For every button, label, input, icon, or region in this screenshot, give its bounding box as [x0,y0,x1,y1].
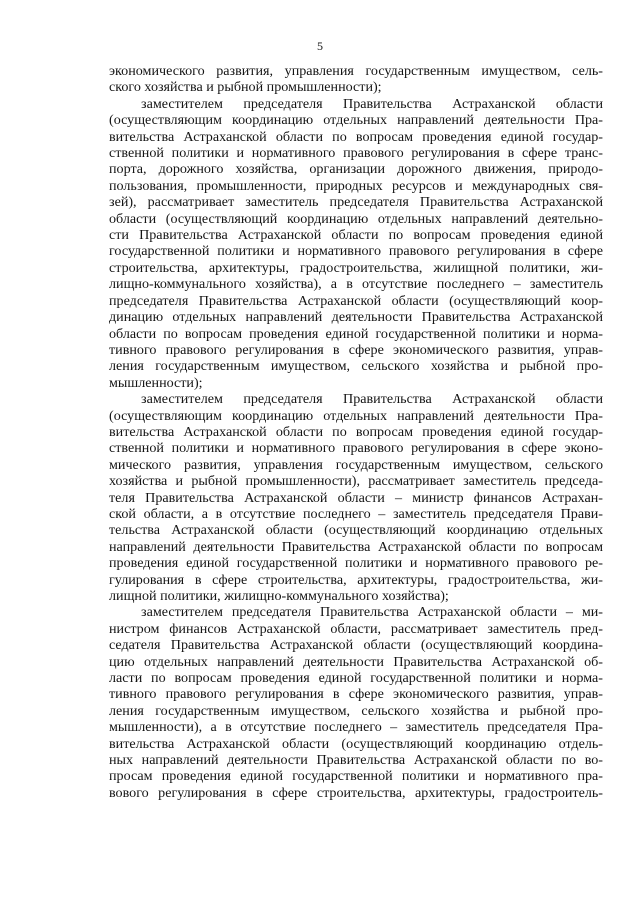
text-line: ных направлений деятельности Правительства Астраханской области по во- [109,752,603,769]
text-line: вительства Астраханской области (осуществляющий координацию отдель- [109,735,603,752]
text-line: просам проведения единой государственной политики и нормативного пра- [109,768,603,785]
text-line: ления государственным имуществом, сельского хозяйства и рыбной про- [109,702,603,719]
text-line: заместителем председателя Правительства Астраханской области – ми- [141,604,603,621]
text-line: государственной политики и нормативного правового регулирования в сфере [109,243,603,260]
text-line: вового регулирования в сфере строительства, архитектуры, градостроитель- [109,784,603,801]
text-line: лищной политики, жилищно-коммунального хозяйства); [109,588,449,604]
text-line: теля Правительства Астраханской области – министр финансов Астрахан- [109,489,603,506]
text-line: динацию отдельных направлений деятельности Правительства Астраханской [109,309,603,326]
text-line: экономического развития, управления государственным имуществом, сель- [109,63,603,79]
text-line: ласти по вопросам проведения единой государственной политики и норма- [109,670,603,687]
text-line: ственной политики и нормативного правового регулирования в сфере эконо- [109,440,603,457]
text-line: седателя Правительства Астраханской области (осуществляющий координа- [109,637,603,654]
text-line: тельства Астраханской области (осуществляющий координацию отдельных [109,522,603,539]
text-line: тивного правового регулирования в сфере экономического развития, управ- [109,341,603,358]
text-line: области (осуществляющий координацию отдельных направлений деятельно- [109,210,603,227]
body-text [109,63,603,801]
text-line: лищно-коммунального хозяйства), а в отсутствие последнего – заместитель [109,276,603,293]
text-line: направлений деятельности Правительства Астраханской области по вопросам [109,538,603,555]
text-line: ления государственным имуществом, сельского хозяйства и рыбной про- [109,358,603,375]
text-line: зей), рассматривает заместитель председателя Правительства Астраханской [109,194,603,211]
text-line: вительства Астраханской области по вопросам проведения единой государ- [109,423,603,440]
text-line: (осуществляющим координацию отдельных направлений деятельности Пра- [109,407,603,424]
text-line: вительства Астраханской области по вопросам проведения единой государ- [109,128,603,145]
text-line: порта, дорожного хозяйства, организации дорожного движения, природо- [109,161,603,178]
text-line: мического развития, управления государственным имуществом, сельского [109,456,603,473]
text-line: мышленности), а в отсутствие последнего – заместитель председателя Пра- [109,719,603,736]
text-line: мышленности); [109,374,203,391]
text-line: цию отдельных направлений деятельности Правительства Астраханской об- [109,653,603,670]
text-line: заместителем председателя Правительства Астраханской области [141,95,603,112]
text-line: нистром финансов Астраханской области, рассматривает заместитель пред- [109,620,603,637]
text-line: председателя Правительства Астраханской области (осуществляющий коор- [109,292,603,309]
text-line: гулирования в сфере строительства, архитектуры, градостроительства, жи- [109,571,603,588]
text-line: хозяйства и рыбной промышленности), рассматривает заместитель председа- [109,473,603,490]
text-line: тивного правового регулирования в сфере экономического развития, управ- [109,686,603,703]
text-line: проведения единой государственной политики и нормативного правового ре- [109,555,603,572]
text-line: ственной политики и нормативного правового регулирования в сфере транс- [109,145,603,162]
text-line: сти Правительства Астраханской области по вопросам проведения единой [109,227,603,244]
text-line: пользования, промышленности, природных ресурсов и международных свя- [109,177,603,194]
text-line: ского хозяйства и рыбной промышленности); [109,79,382,96]
page-number: 5 [317,39,323,53]
text-line: заместителем председателя Правительства Астраханской области [141,391,603,408]
text-line: области по вопросам проведения единой государственной политики и норма- [109,325,603,342]
text-line: (осуществляющим координацию отдельных направлений деятельности Пра- [109,112,603,129]
text-line: строительства, архитектуры, градостроительства, жилищной политики, жи- [109,259,603,276]
text-line: ской области, а в отсутствие последнего – заместитель председателя Прави- [109,505,603,522]
